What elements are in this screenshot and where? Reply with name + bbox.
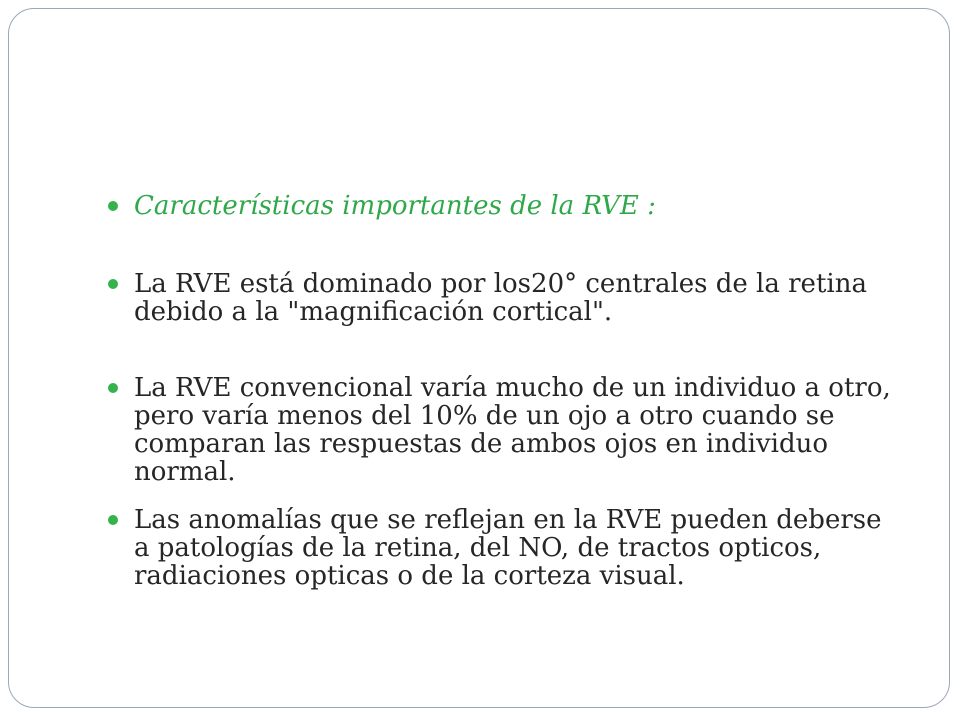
bullet-item-rve-variation <box>104 374 904 486</box>
bullet-item-rve-dominance <box>104 270 904 326</box>
bullet-list <box>104 192 904 590</box>
bullet-item-rve-anomalies <box>104 506 904 590</box>
bullet-heading <box>104 192 904 220</box>
bullet-text: Las anomalías que se reflejan en la RVE pueden deberse a patologías de la retina, del NO, de tractos opticos, radiaciones opticas o de la corteza visual. <box>134 505 882 591</box>
bullet-heading-text: Características importantes de la RVE : <box>134 191 656 221</box>
bullet-text: La RVE convencional varía mucho de un individuo a otro, pero varía menos del 10% de un ojo a otro cuando se comparan las respuestas de ambos ojos en individuo normal. <box>134 373 891 487</box>
bullet-dot-icon <box>108 201 118 211</box>
bullet-dot-icon <box>108 515 118 525</box>
bullet-text: La RVE está dominado por los20° centrales de la retina debido a la "magnificación cortical". <box>134 269 867 327</box>
bullet-dot-icon <box>108 383 118 393</box>
bullet-dot-icon <box>108 279 118 289</box>
